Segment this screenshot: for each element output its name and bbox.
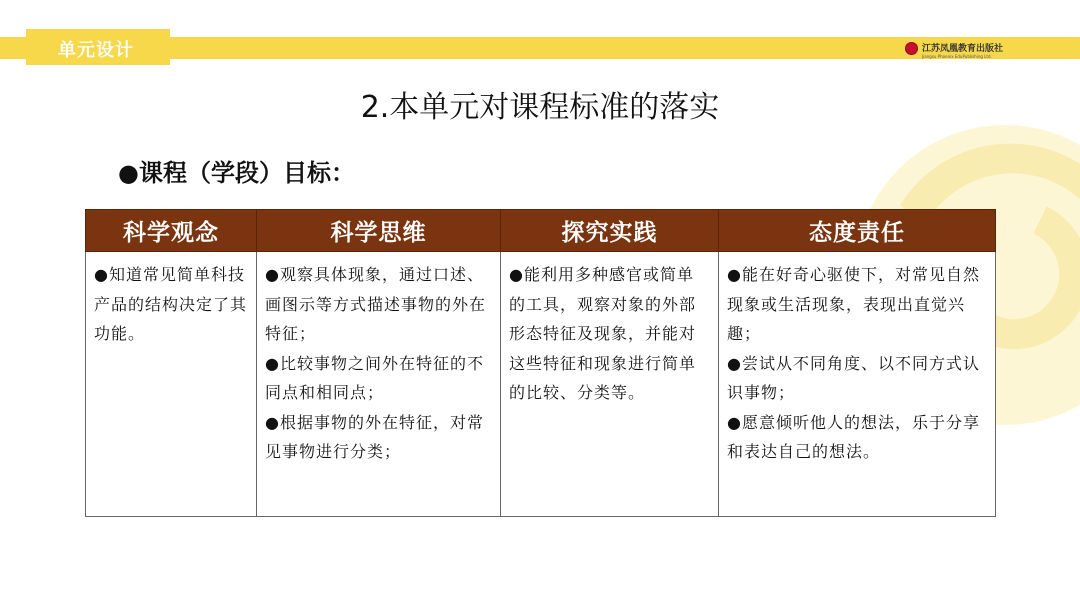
phoenix-logo-icon xyxy=(905,42,918,55)
table-row xyxy=(86,252,996,517)
cell-inquiry-practice xyxy=(501,252,719,517)
cell-scientific-concepts xyxy=(86,252,257,517)
column-header-scientific-thinking: 科学思维 xyxy=(257,210,501,252)
section-title: ●课程（学段）目标： xyxy=(118,159,355,187)
list-item: ●能在好奇心驱使下，对常见自然现象或生活现象，表现出直觉兴趣； xyxy=(727,265,980,343)
list-item: ●尝试从不同角度、以不同方式认识事物； xyxy=(727,353,980,402)
list-item: ●根据事物的外在特征，对常见事物进行分类； xyxy=(265,412,484,461)
list-item: ●知道常见简单科技产品的结构决定了其功能。 xyxy=(94,265,248,343)
page-title: 2.本单元对课程标准的落实 xyxy=(360,90,720,125)
curriculum-goals-table xyxy=(85,209,996,517)
publisher-name: 江苏凤凰教育出版社 xyxy=(922,43,1004,54)
column-header-attitude-responsibility: 态度责任 xyxy=(719,210,996,252)
publisher-english-name: Jiangsu Phoenix EduPublishing Ltd. xyxy=(922,53,992,59)
cell-attitude-responsibility xyxy=(719,252,996,517)
publisher-logo xyxy=(905,39,1003,57)
list-item: ●观察具体现象，通过口述、画图示等方式描述事物的外在特征； xyxy=(265,265,487,343)
table-header-row xyxy=(86,210,996,252)
list-item: ●能利用多种感官或简单的工具，观察对象的外部形态特征及现象，并能对这些特征和现象进行简单的比较、分类等。 xyxy=(509,265,697,402)
cell-scientific-thinking xyxy=(257,252,501,517)
unit-label: 单元设计 xyxy=(58,40,134,61)
column-header-inquiry-practice: 探究实践 xyxy=(501,210,719,252)
column-header-scientific-concepts: 科学观念 xyxy=(86,210,257,252)
list-item: ●愿意倾听他人的想法，乐于分享和表达自己的想法。 xyxy=(727,412,980,461)
list-item: ●比较事物之间外在特征的不同点和相同点； xyxy=(265,353,484,402)
